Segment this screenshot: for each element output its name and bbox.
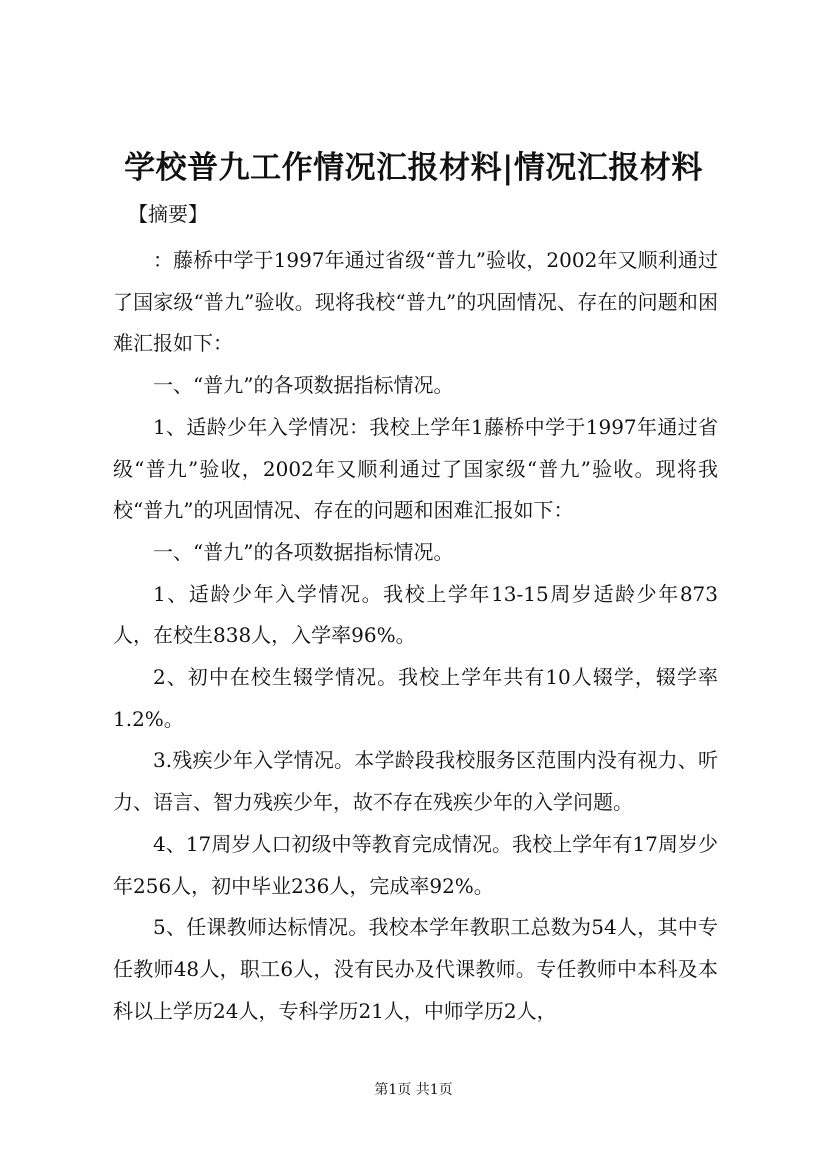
paragraph: ：藤桥中学于1997年通过省级“普九”验收，2002年又顺利通过了国家级“普九”验收。现将我校“普九”的巩固情况、存在的问题和困难汇报如下： (113, 248, 718, 356)
paragraph: 2、初中在校生辍学情况。我校上学年共有10人辍学，辍学率1.2%。 (113, 665, 718, 731)
document-body (113, 240, 718, 1032)
document-title: 学校普九工作情况汇报材料|情况汇报材料 (124, 150, 703, 186)
abstract-label: 【摘要】 (128, 202, 208, 226)
paragraph: 1、适龄少年入学情况：我校上学年1藤桥中学于1997年通过省级“普九”验收，2002年又顺利通过了国家级“普九”验收。现将我校“普九”的巩固情况、存在的问题和困难汇报如下： (113, 414, 718, 523)
paragraph: 一、“普九”的各项数据指标情况。 (153, 539, 454, 564)
paragraph: 3.残疾少年入学情况。本学龄段我校服务区范围内没有视力、听力、语言、智力残疾少年，故不存在残疾少年的入学问题。 (113, 748, 718, 815)
paragraph: 一、“普九”的各项数据指标情况。 (153, 373, 454, 398)
page-footer: 第1页 共1页 (374, 1082, 453, 1098)
paragraph: 5、任课教师达标情况。我校本学年教职工总数为54人，其中专任教师48人，职工6人，没有民办及代课教师。专任教师中本科及本科以上学历24人，专科学历21人，中师学历2人， (113, 915, 718, 1023)
paragraph: 1、适龄少年入学情况。我校上学年13-15周岁适龄少年873人，在校生838人，入学率96%。 (113, 581, 718, 648)
paragraph: 4、17周岁人口初级中等教育完成情况。我校上学年有17周岁少年256人，初中毕业236人，完成率92%。 (113, 831, 718, 898)
